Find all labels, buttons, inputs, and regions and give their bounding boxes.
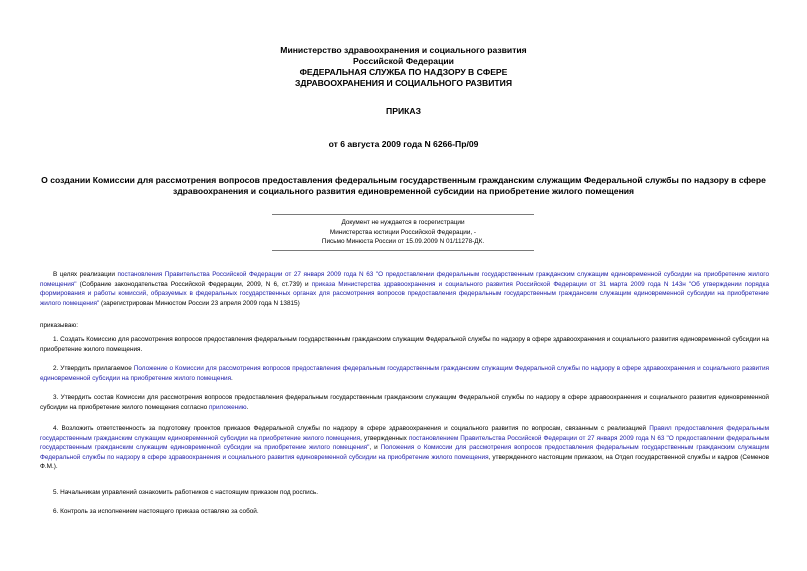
order-item-2: [40, 364, 769, 383]
registry-note-line1: Документ не нуждается в госрегистрации: [341, 219, 465, 226]
service-name-line2: ЗДРАВООХРАНЕНИЯ И СОЦИАЛЬНОГО РАЗВИТИЯ: [294, 78, 512, 88]
intro-middle: (Собрание законодательства Российской Федерации, 2009, N 6, ст.739) и: [76, 280, 312, 288]
order-item-1: 1. Создать Комиссию для рассмотрения вопросов предоставления федеральным государственным гражданским служащим Федеральной службы по надзору в сфере здравоохранения и социального развития единовременной субсидии на приобретение жилого помещения.: [40, 336, 769, 353]
intro-suffix: (зарегистрирован Минюстом России 23 апреля 2009 года N 13815): [99, 299, 300, 307]
document-subject: О создании Комиссии для рассмотрения вопросов предоставления федеральным государственным гражданским служащим Федеральной службы по надзору в сфере здравоохранения и социального развития единовременной субсидии на приобретение жилого помещения: [41, 175, 766, 196]
service-name-line1: ФЕДЕРАЛЬНАЯ СЛУЖБА ПО НАДЗОРУ В СФЕРЕ: [299, 67, 508, 77]
commission-regulation-link[interactable]: Положение о Комиссии для рассмотрения вопросов предоставления федеральным государственным гражданским служащим Федеральной службы по надзору в сфере здравоохранения и социального развития единовременной субсидии на приобретение жилого помещения: [40, 365, 769, 382]
appendix-link[interactable]: приложению: [208, 403, 247, 411]
decree-63-link[interactable]: постановления Правительства Российской Федерации от 27 января 2009 года N 63 "О предоставлении федеральным государственным гражданским служащим единовременной субсидии на приобретение жилого помещения": [40, 271, 769, 288]
order-item-5: 5. Начальникам управлений ознакомить работников с настоящим приказом под роспись.: [53, 489, 319, 496]
order-date-number: от 6 августа 2009 года N 6266-Пр/09: [328, 139, 479, 149]
item4-mid2: , и: [369, 444, 381, 452]
registry-note-line3: Письмо Минюста России от 15.09.2009 N 01/11278-ДК.: [321, 238, 485, 245]
ministry-name-line1: Министерство здравоохранения и социального развития: [280, 45, 527, 55]
commission-regulation-link-2[interactable]: Положения о Комиссии для рассмотрения вопросов предоставления федеральным государственным гражданским служащим Федеральной службы по надзору в сфере здравоохранения и социального развития единовременной субсидии на приобретение жилого помещения: [40, 444, 769, 461]
registry-note-line2: Министерства юстиции Российской Федерации, -: [329, 228, 477, 236]
item4-prefix: 4. Возложить ответственность за подготовку проектов приказов Федеральной службы по надзору в сфере здравоохранения и социального развития по вопросам, связанным с реализацией: [53, 425, 650, 432]
order-item-6: 6. Контроль за исполнением настоящего приказа оставляю за собой.: [53, 508, 259, 515]
registry-note: [272, 214, 534, 251]
item2-suffix: .: [231, 374, 233, 382]
item4-suffix: , утвержденного настоящим приказом, на Отдел государственной службы и кадров (Семенов Ф.М.).: [40, 453, 769, 471]
intro-paragraph: [40, 270, 769, 308]
item3-prefix: 3. Утвердить состав Комиссии для рассмотрения вопросов предоставления федеральным государственным гражданским служащим Федеральной службы по надзору в сфере здравоохранения и социального развития единовременной субсидии на приобретение жилого помещения согласно: [40, 394, 769, 411]
subsidy-rules-link[interactable]: Правил предоставления федеральным государственным гражданским служащим единовременной субсидии на приобретение жилого помещения: [40, 425, 770, 442]
order-item-3: [40, 393, 769, 412]
order-143n-link[interactable]: приказа Министерства здравоохранения и социального развития Российской Федерации от 31 марта 2009 года N 143н "Об утверждении порядка формирования и работы комиссий, образуемых в федеральных государственных органах для рассмотрения вопросов предоставления федеральным государственным гражданским служащим единовременной субсидии на приобретение жилого помещения": [40, 280, 769, 307]
item2-prefix: 2. Утвердить прилагаемое: [53, 365, 134, 372]
intro-prefix: В целях реализации: [53, 271, 118, 278]
decree-63-link-2[interactable]: постановлением Правительства Российской Федерации от 27 января 2009 года N 63 "О предоставлении федеральным государственным гражданским служащим единовременной субсидии на приобретение жилого помещения": [40, 434, 769, 452]
prikazyvayu-label: приказываю:: [40, 322, 78, 329]
ministry-name-line2: Российской Федерации: [353, 56, 454, 66]
order-title: ПРИКАЗ: [386, 106, 421, 116]
item3-suffix: .: [246, 403, 249, 411]
document-header: [0, 45, 807, 89]
order-item-4: [40, 424, 769, 472]
item4-mid1: , утвержденных: [360, 434, 409, 442]
